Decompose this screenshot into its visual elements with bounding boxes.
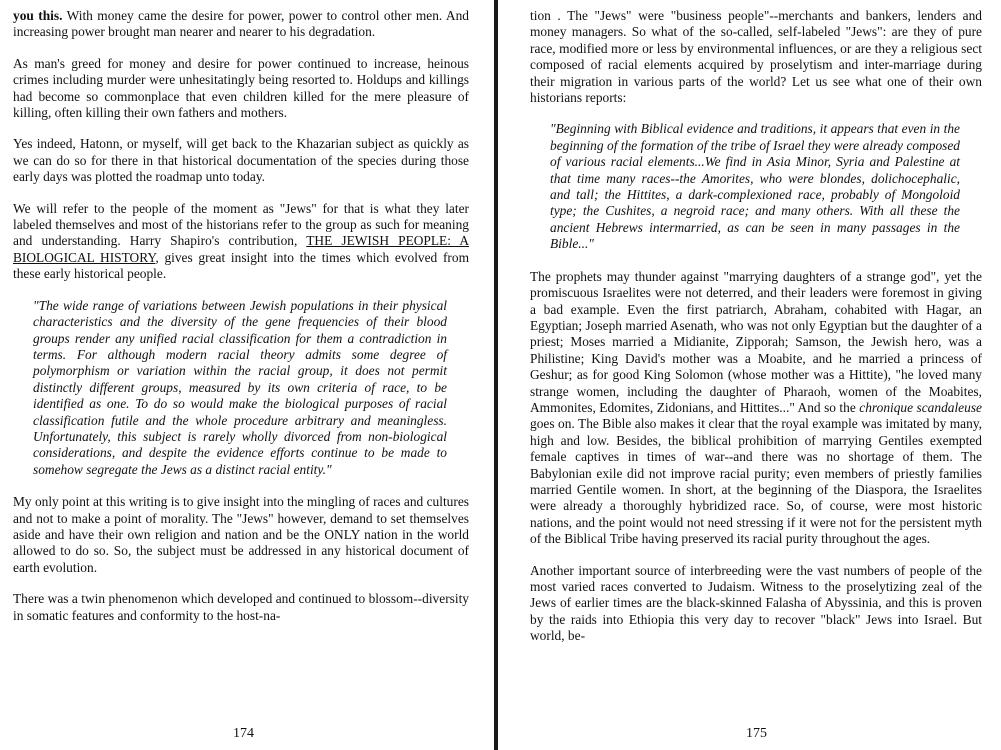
left-paragraph-4-pre: We will refer to the people of the moment as "Jews" for that is what they later labeled themselves and most of the historians refer to the group as such for meaning and understanding. Harry Shapiro's contribution,	[13, 200, 469, 249]
right-block-quote: "Beginning with Biblical evidence and traditions, it appears that even in the beginning of the formation of the tribe of Israel they were already composed of various racial elements...We find in Asia Minor, Syria and Palestine at that time many races--the Amorites, who were blondes, dolichocephalic, and tall; the Hittites, a dark-complexioned race, probably of Mongoloid type; the Cushites, a negroid race; and many others. With all these the ancient Hebrews intermarried, as can be seen in many passages in the Bible..."	[550, 121, 960, 252]
right-paragraph-2-post: goes on. The Bible also makes it clear that the royal example was imitated by many, high and low. Besides, the biblical prohibition of marrying Gentiles exempted female captives in times of war--and there was no shortage of them. The Babylonian exile did not improve racial purity; even members of priestly families married Gentile women. In short, at the beginning of the Diaspora, the Israelites were already a thoroughly hybridized race. So, of course, were most historic nations, and the point would not need stressing if it were not for the persistent myth of the Biblical Tribe having preserved its racial purity throughout the ages.	[530, 416, 982, 547]
right-page-number: 175	[746, 726, 767, 741]
left-paragraph-4-post: , gives great insight into the times which evolved from these early historical people.	[13, 249, 469, 282]
left-paragraph-2: As man's greed for money and desire for power continued to increase, heinous crimes including murder were unhesitatingly being resorted to. Holdups and killings had become so commonplace that even children killed for the mere pleasure of killing, often killing their own fathers and mothers.	[13, 55, 469, 121]
left-page	[13, 8, 469, 750]
left-paragraph-5: My only point at this writing is to give insight into the mingling of races and cultures and not to make a point of morality. The "Jews" however, demand to set themselves aside and have their own religion and nation and be the ONLY nation in the world allowed to do so. So, the subject must be addressed in any historical document of earth evolution.	[13, 494, 469, 575]
left-page-number: 174	[233, 726, 254, 741]
left-paragraph-4	[13, 201, 469, 283]
left-paragraph-3: Yes indeed, Hatonn, or myself, will get back to the Khazarian subject as quickly as we can do so for there in that historical documentation of the species during those early days was plotted the roadmap unto today.	[13, 136, 469, 185]
right-paragraph-2	[530, 269, 982, 548]
right-page	[530, 8, 982, 750]
left-paragraph-1	[13, 8, 469, 41]
left-paragraph-6: There was a twin phenomenon which developed and continued to blossom--diversity in somatic features and conformity to the host-na-	[13, 591, 469, 623]
left-block-quote: "The wide range of variations between Jewish populations in their physical characteristics and the diversity of the gene frequencies of their blood groups render any unified racial classification for them a contradiction in terms. For although modern racial theory admits some degree of polymorphism or variation within the racial group, it does not permit distinctly different groups, measured by its own criteria of race, to be identified as one. To do so would make the biological purposes of racial classification futile and the whole procedure arbitrary and meaningless. Unfortunately, this subject is rarely wholly divorced from non-biological considerations, and despite the evidence efforts continue to be made to somehow segregate the Jews as a distinct racial entity."	[33, 297, 447, 477]
right-paragraph-1: tion . The "Jews" were "business people"--merchants and bankers, lenders and money managers. So what of the so-called, self-labeled "Jews": are they of pure race, modified more or less by environmental influences, or are they a religious sect composed of racial elements acquired by proselytism and inter-marriage during their migration in various parts of the world? Let us see what one of their own historians reports:	[530, 8, 982, 106]
right-paragraph-3: Another important source of interbreeding were the vast numbers of people of the most varied races converted to Judaism. Witness to the proselytizing zeal of the Jews of earlier times are the black-skinned Falasha of Abyssinia, and this is proven by the raids into Ethiopia this very day to recover "black" Jews into Israel. But world, be-	[530, 562, 982, 644]
book-title: THE JEWISH PEOPLE: A BIOLOGICAL HISTORY	[13, 233, 469, 265]
italic-phrase: chronique scandaleuse	[859, 399, 982, 415]
left-paragraph-1-lead: you this.	[13, 8, 63, 23]
page-gutter-divider	[494, 0, 498, 750]
left-paragraph-1-text: With money came the desire for power, power to control other men. And increasing power brought man nearer and nearer to his degradation.	[13, 8, 469, 40]
right-paragraph-2-pre: The prophets may thunder against "marrying daughters of a strange god", yet the promiscuous Israelites were not deterred, and their leaders were foremost in giving a bad example. Even the first patriarch, Abraham, cohabited with Hagar, an Egyptian; Joseph married Asenath, who was not only Egyptian but the daughter of a priest; Moses married a Midianite, Zipporah; Samson, the Jewish hero, was a Philistine; King David's mother was a Moabite, and he married a princess of Geshur; as for good King Solomon (whose mother was a Hittite), "he loved many strange women, including the daughter of Pharaoh, women of the Moabites, Ammonites, Edomites, Zidonians, and Hittites..." And so the	[530, 268, 982, 415]
